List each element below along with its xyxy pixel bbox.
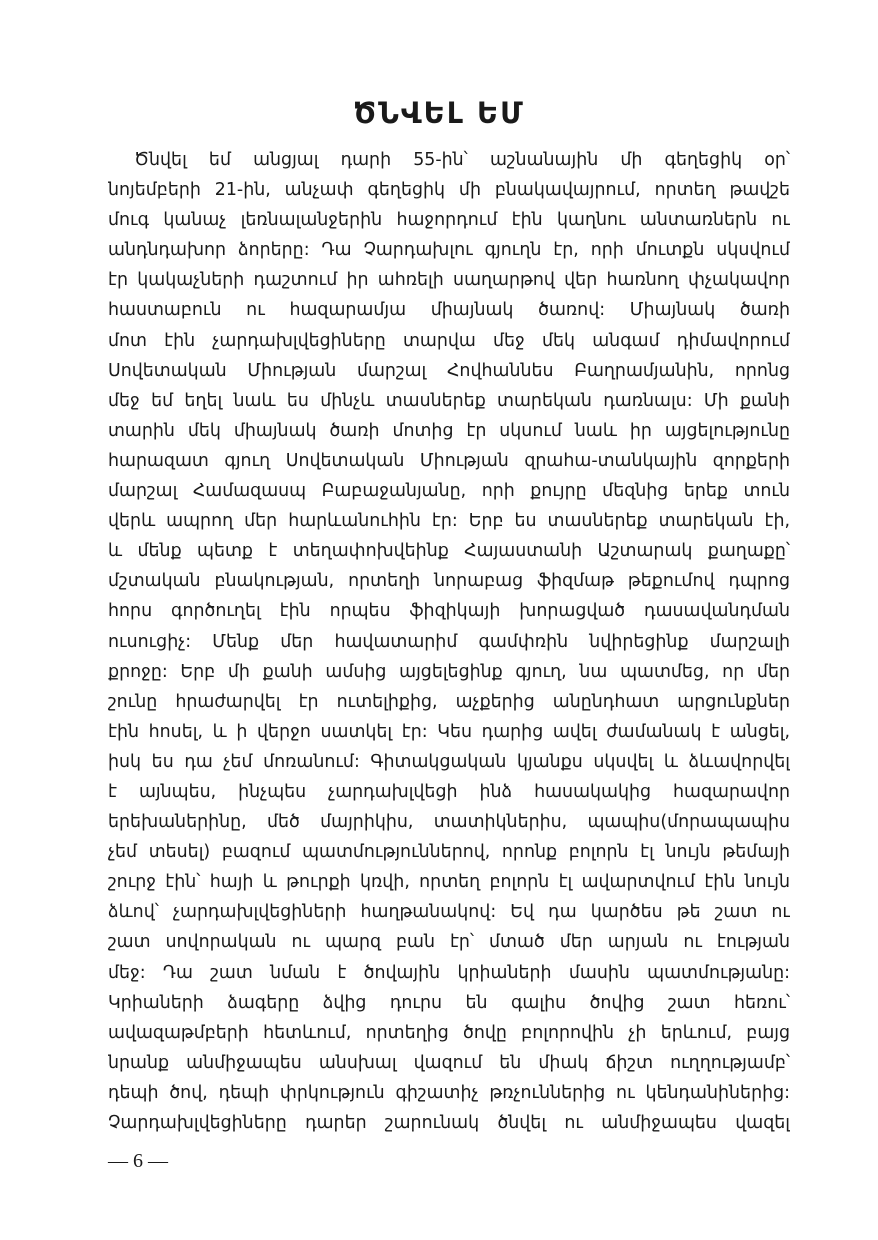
- text-line: վերև ապրող մեր հարևանուհին էր: Երբ ես տասներեք տարեկան էի,: [108, 511, 790, 532]
- text-line: տարին մեկ միայնակ ծառի մոտից էր սկսում նաև իր այցելությունը: [108, 420, 790, 441]
- text-line: ձևով՝ չարդախլվեցիների հաղթանակով: Եվ դա կարծես թե շատ ու: [108, 902, 790, 923]
- text-line: շատ սովորական ու պարզ բան էր՝ մտած մեր արյան ու էության: [108, 932, 790, 953]
- text-line: հարազատ գյուղ Սովետական Միության զրահա-տանկային զորքերի: [108, 450, 790, 471]
- text-line: մեջ: Դա շատ նման է ծովային կրիաների մասին պատմությանը:: [108, 962, 790, 983]
- text-line: է այնպես, ինչպես չարդախլվեցի ինձ հասակակից հազարավոր: [108, 781, 790, 802]
- text-line: հորս գործուղել էին որպես ֆիզիկայի խորացված դասավանդման: [108, 601, 790, 622]
- text-line: Կրիաների ձագերը ձվից դուրս են գալիս ծովից շատ հեռու՝: [108, 992, 790, 1013]
- text-line: Ծնվել եմ անցյալ դարի 55-ին՝ աշնանային մի գեղեցիկ օր՝: [134, 150, 790, 170]
- text-line: իսկ ես դա չեմ մոռանում: Գիտակցական կյանքս սկսվել և ձևավորվել: [108, 751, 790, 772]
- text-line: քրոջը: Երբ մի քանի ամսից այցելեցինք գյուղ, նա պատմեց, որ մեր: [108, 661, 790, 682]
- text-line: անդնդախոր ձորերը: Դա Չարդախլու գյուղն էր, որի մուտքն սկսվում: [108, 240, 790, 261]
- text-line: ավազաթմբերի հետևում, որտեղից ծովը բոլորովին չի երևում, բայց: [108, 1022, 790, 1043]
- text-line: էին հոսել, և ի վերջո սատկել էր: Կես դարից ավել ժամանակ է անցել,: [108, 721, 790, 742]
- text-line: մշտական բնակության, որտեղի նորաբաց ֆիզմաթ թեքումով դպրոց: [108, 571, 790, 592]
- text-line: երեխաներինը, մեծ մայրիկիս, տատիկներիս, պապիս(մորապապիս: [108, 812, 790, 833]
- page-number: — 6 —: [108, 1150, 168, 1172]
- text-line: մոտ էին չարդախլվեցիները տարվա մեջ մեկ անգամ դիմավորում: [108, 330, 790, 351]
- text-line: մարշալ Համազասպ Բաբաջանյանը, որի քույրը մեզնից երեք տուն: [108, 481, 790, 502]
- text-line: նրանք անմիջապես անսխալ վազում են միակ ճիշտ ուղղությամբ՝: [108, 1052, 790, 1073]
- text-line: չեմ տեսել) բազում պատմություններով, որոնք բոլորն էլ նույն թեմայի: [108, 842, 790, 863]
- text-line: հաստաբուն ու հազարամյա միայնակ ծառով: Միայնակ ծառի: [108, 300, 790, 321]
- text-line: նոյեմբերի 21-ին, անչափ գեղեցիկ մի բնակավայրում, որտեղ թավշե: [108, 180, 790, 201]
- text-line: մուգ կանաչ լեռնալանջերին հաջորդում էին կաղնու անտառներն ու: [108, 210, 790, 231]
- text-line: էր կակաչների դաշտում իր ահռելի սաղարթով վեր հառնող փչակավոր: [108, 270, 790, 291]
- text-line: դեպի ծով, դեպի փրկություն գիշատիչ թռչուններից ու կենդանիներից:: [108, 1082, 790, 1103]
- text-line: մեջ եմ եղել նաև ես մինչև տասներեք տարեկան դառնալս: Մի քանի: [108, 390, 790, 411]
- body-text: [108, 145, 790, 1138]
- text-line: շուրջ էին՝ հայի և թուրքի կռվի, որտեղ բոլորն էլ ավարտվում էին նույն: [108, 872, 790, 893]
- text-line: և մենք պետք է տեղափոխվեինք Հայաստանի Աշտարակ քաղաքը՝: [108, 541, 790, 562]
- text-line: Սովետական Միության մարշալ Հովհաննես Բաղրամյանին, որոնց: [108, 360, 790, 381]
- text-line: Չարդախլվեցիները դարեր շարունակ ծնվել ու անմիջապես վազել: [108, 1113, 790, 1133]
- text-line: ուսուցիչ: Մենք մեր հավատարիմ գամփռին նվիրեցինք մարշալի: [108, 631, 790, 652]
- text-line: շունը հրաժարվել էր ուտելիքից, աչքերից անընդհատ արցունքներ: [108, 691, 790, 712]
- chapter-title: ԾՆՎԵԼ ԵՄ: [353, 96, 525, 130]
